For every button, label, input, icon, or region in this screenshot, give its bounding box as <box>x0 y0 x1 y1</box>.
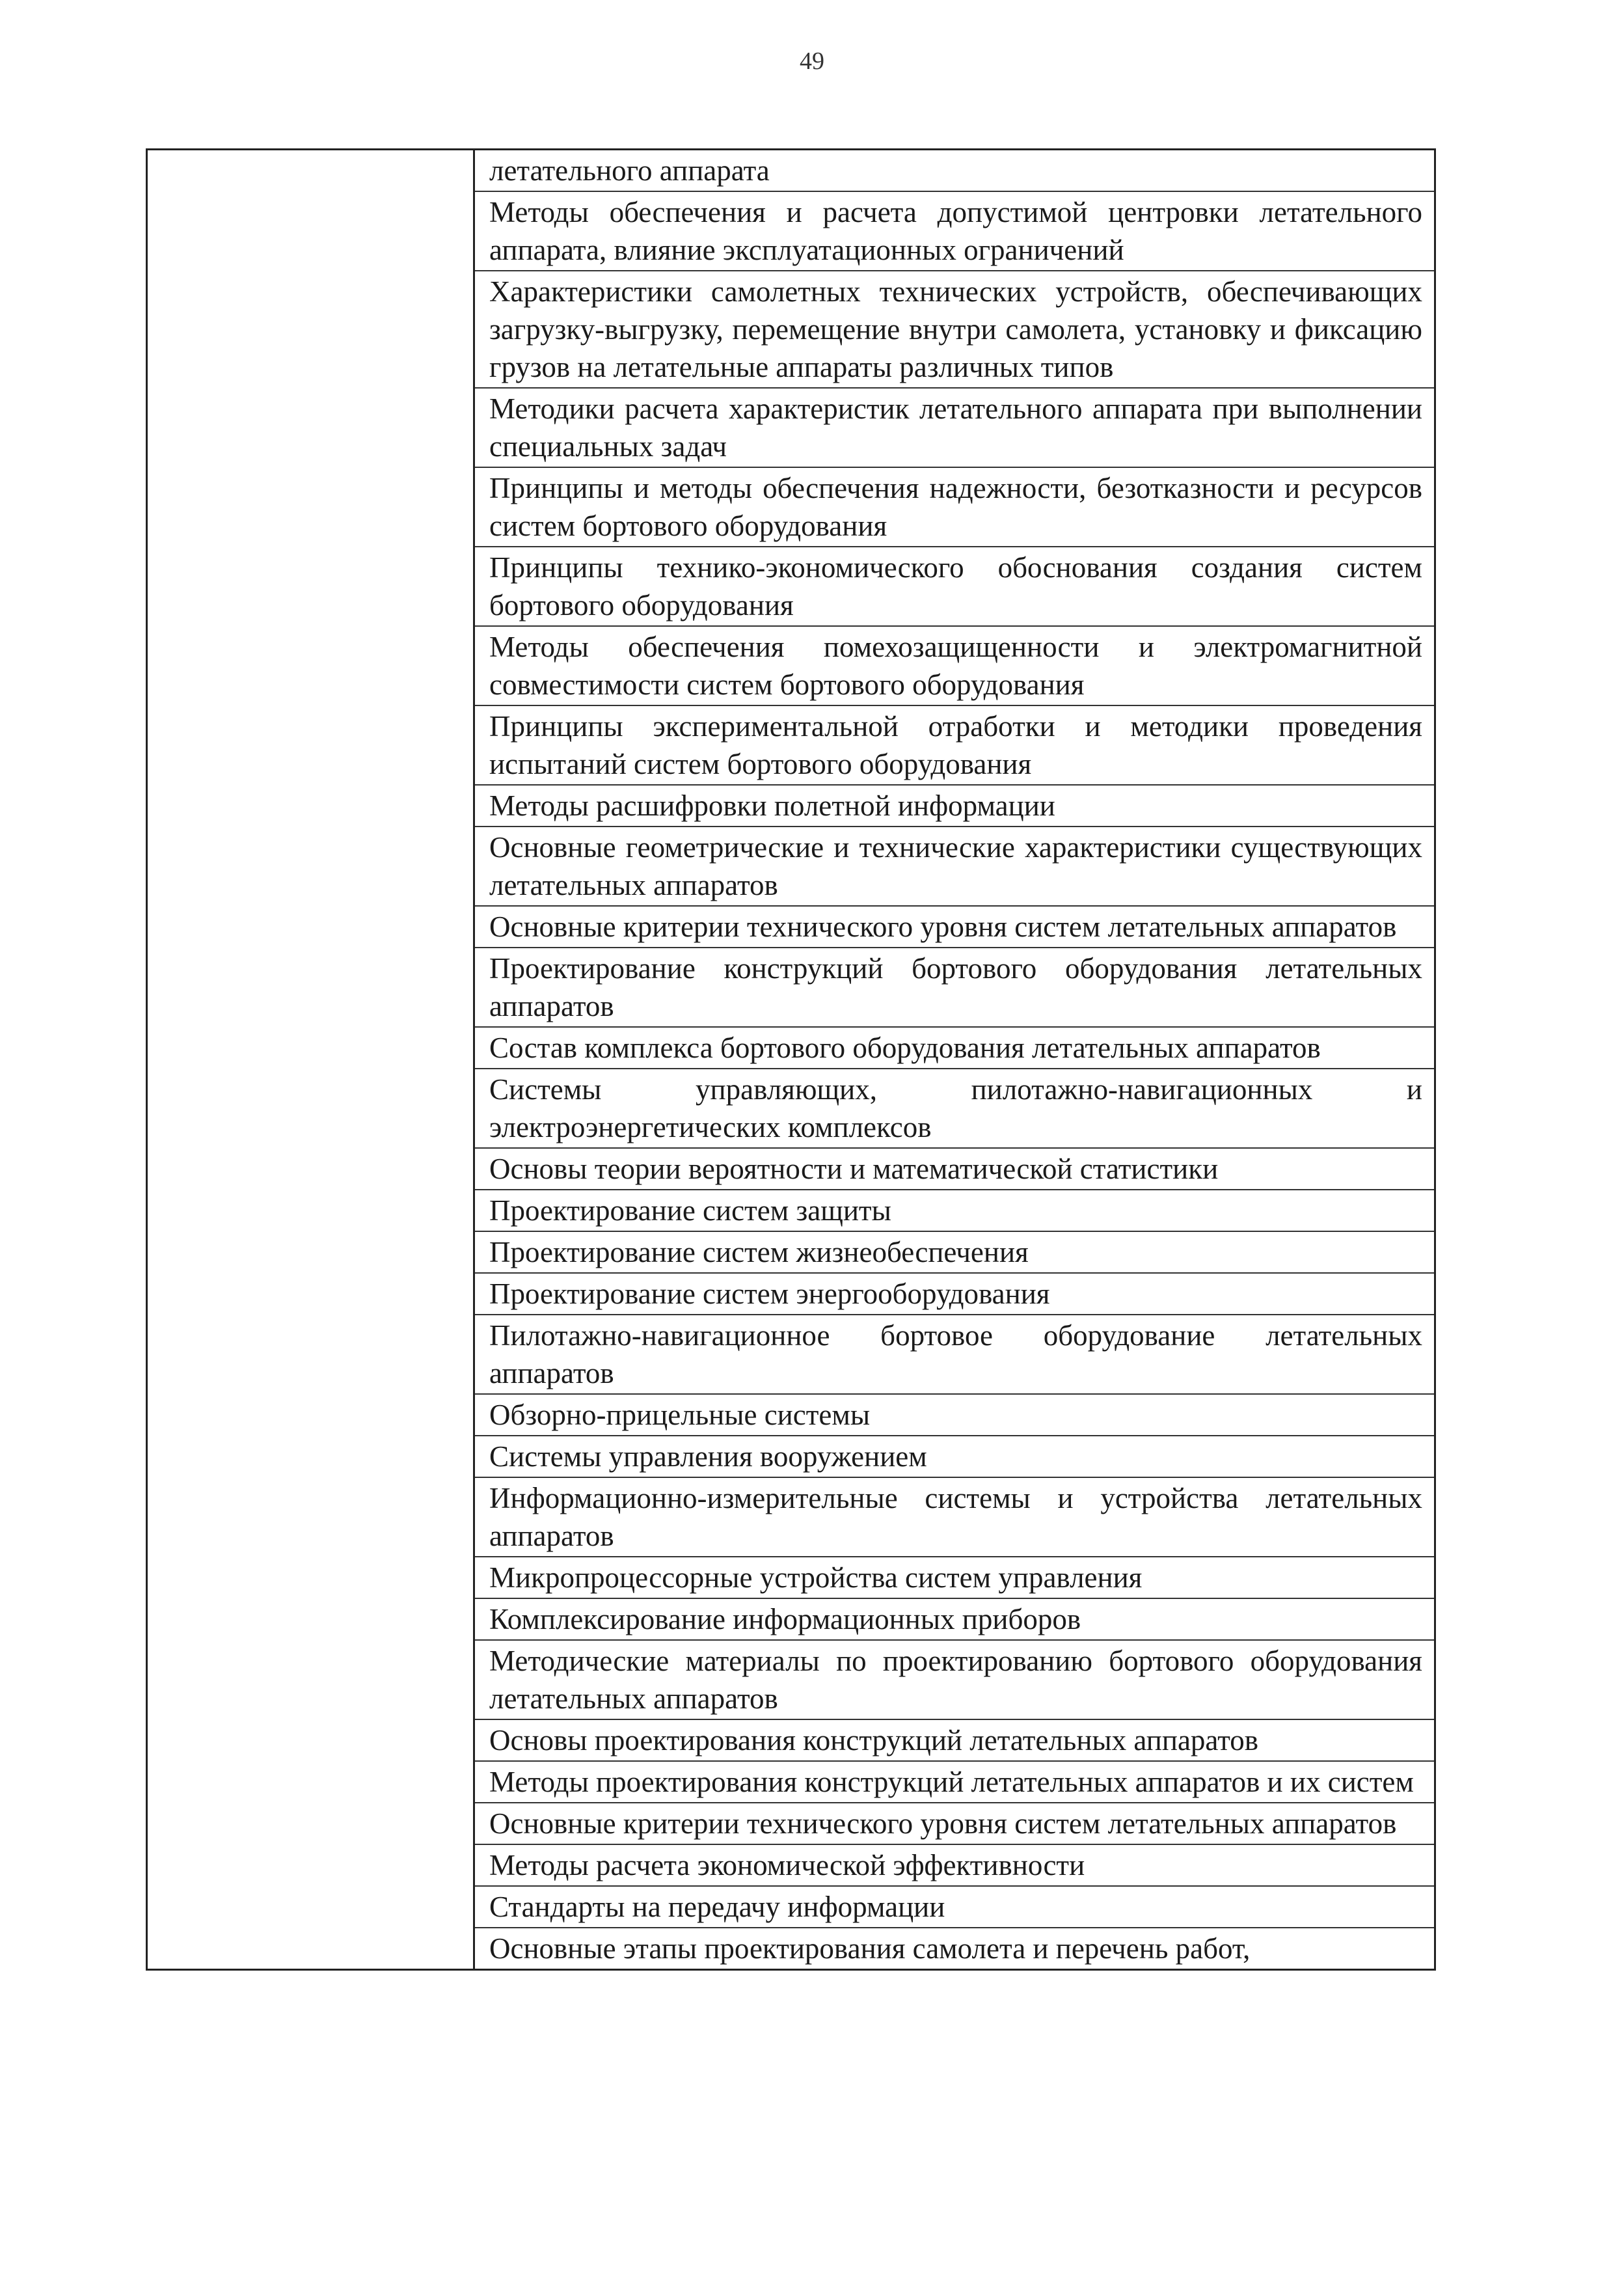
requirements-table <box>146 148 1436 1971</box>
list-item: Методики расчета характеристик летательного аппарата при выполнении специальных задач <box>475 389 1434 468</box>
list-item: Пилотажно-навигационное бортовое оборудование летательных аппаратов <box>475 1315 1434 1395</box>
list-item: Методы расчета экономической эффективности <box>475 1845 1434 1887</box>
table-row <box>147 150 1435 1970</box>
list-item: Принципы технико-экономического обоснования создания систем бортового оборудования <box>475 547 1434 627</box>
list-item: Системы управления вооружением <box>475 1436 1434 1478</box>
list-item: Методы обеспечения помехозащищенности и электромагнитной совместимости систем бортового оборудования <box>475 627 1434 706</box>
list-item: Стандарты на передачу информации <box>475 1887 1434 1928</box>
list-item: Проектирование конструкций бортового оборудования летательных аппаратов <box>475 948 1434 1028</box>
list-item: Обзорно-прицельные системы <box>475 1395 1434 1436</box>
list-item: Принципы экспериментальной отработки и методики проведения испытаний систем бортового оборудования <box>475 706 1434 786</box>
list-item: Основные критерии технического уровня систем летательных аппаратов <box>475 907 1434 948</box>
list-item: Основные критерии технического уровня систем летательных аппаратов <box>475 1803 1434 1845</box>
list-item: Методы обеспечения и расчета допустимой центровки летательного аппарата, влияние эксплуатационных ограничений <box>475 192 1434 271</box>
list-item: Основные геометрические и технические характеристики существующих летательных аппаратов <box>475 827 1434 907</box>
list-item: Основы теории вероятности и математической статистики <box>475 1149 1434 1190</box>
list-item: Системы управляющих, пилотажно-навигационных и электроэнергетических комплексов <box>475 1069 1434 1149</box>
list-item: Состав комплекса бортового оборудования летательных аппаратов <box>475 1028 1434 1069</box>
list-item: Проектирование систем энергооборудования <box>475 1274 1434 1315</box>
list-item: Методы проектирования конструкций летательных аппаратов и их систем <box>475 1762 1434 1803</box>
list-item: Основы проектирования конструкций летательных аппаратов <box>475 1720 1434 1762</box>
page-number: 49 <box>800 48 824 75</box>
list-item: летательного аппарата <box>475 150 1434 192</box>
list-item: Проектирование систем защиты <box>475 1190 1434 1232</box>
knowledge-list-cell <box>474 150 1435 1970</box>
list-item: Микропроцессорные устройства систем управления <box>475 1557 1434 1599</box>
list-item: Информационно-измерительные системы и устройства летательных аппаратов <box>475 1478 1434 1557</box>
left-empty-cell <box>147 150 474 1970</box>
list-item: Комплексирование информационных приборов <box>475 1599 1434 1641</box>
list-item: Проектирование систем жизнеобеспечения <box>475 1232 1434 1274</box>
list-item: Характеристики самолетных технических устройств, обеспечивающих загрузку-выгрузку, перемещение внутри самолета, установку и фиксацию грузов на летательные аппараты различных типов <box>475 271 1434 389</box>
list-item: Методические материалы по проектированию бортового оборудования летательных аппаратов <box>475 1641 1434 1720</box>
list-item: Принципы и методы обеспечения надежности, безотказности и ресурсов систем бортового оборудования <box>475 468 1434 547</box>
list-item: Основные этапы проектирования самолета и перечень работ, <box>489 1932 1251 1965</box>
list-item: Методы расшифровки полетной информации <box>475 786 1434 827</box>
